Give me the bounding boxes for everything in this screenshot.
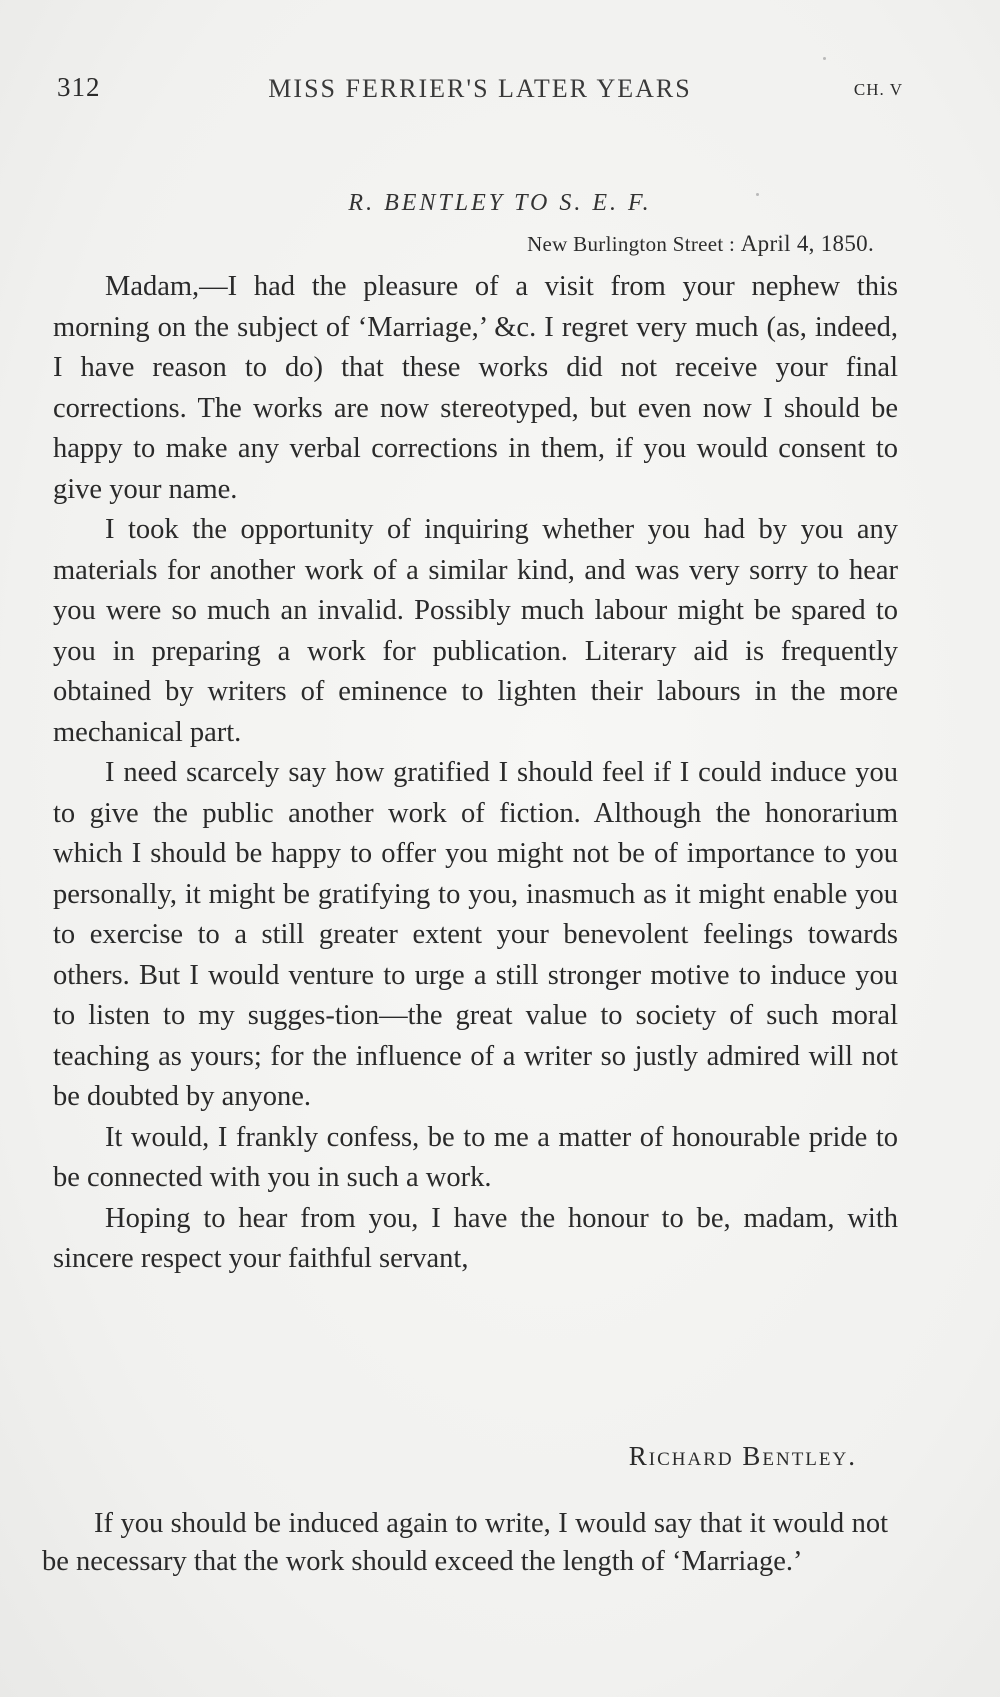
letter-date: April 4, 1850. xyxy=(740,231,874,256)
letter-address: New Burlington Street : xyxy=(527,232,736,256)
letter-signature: Richard Bentley. xyxy=(628,1441,857,1471)
letter-paragraph-5: Hoping to hear from you, I have the honour to be, madam, with sincere respect your faithful servant, xyxy=(53,1202,898,1274)
letter-postscript xyxy=(42,1505,888,1580)
paper-speck xyxy=(823,57,826,60)
postscript-paragraph: If you should be induced again to write, I would say that it would not be necessary that the work should exceed the length of ‘Marriage.’ xyxy=(42,1508,888,1577)
chapter-reference: CH. V xyxy=(853,80,903,99)
letter-body xyxy=(53,267,898,1280)
running-title: MISS FERRIER'S LATER YEARS xyxy=(268,74,692,103)
letter-heading: R. BENTLEY TO S. E. F. xyxy=(348,190,652,216)
paper-speck xyxy=(756,193,759,196)
letter-dateline xyxy=(527,231,874,257)
letter-paragraph-4: It would, I frankly confess, be to me a matter of honourable pride to be connected with you in such a work. xyxy=(53,1121,898,1193)
letter-paragraph-2: I took the opportunity of inquiring whether you had by you any materials for another work of a similar kind, and was very sorry to hear you were so much an invalid. Possibly much labour might be spared to you in preparing a work for publication. Literary aid is frequently obtained by writers of eminence to lighten their labours in the more mechanical part. xyxy=(53,514,898,748)
page-number: 312 xyxy=(57,72,101,102)
letter-paragraph-1: Madam,—I had the pleasure of a visit from your nephew this morning on the subject of ‘Marriage,’ &c. I regret very much (as, indeed, I have reason to do) that these works did not receive your final corrections. The works are now stereotyped, but even now I should be happy to make any verbal corrections in them, if you would consent to give your name. xyxy=(53,271,898,505)
letter-paragraph-3: I need scarcely say how gratified I should feel if I could induce you to give the public another work of fiction. Although the honorarium which I should be happy to offer you might not be of importance to you personally, it might be gratifying to you, inasmuch as it might enable you to exercise to a still greater extent your benevolent feelings towards others. But I would venture to urge a still stronger motive to induce you to listen to my sugges-tion—the great value to society of such moral teaching as yours; for the influence of a writer so justly admired will not be doubted by anyone. xyxy=(53,757,898,1112)
running-head xyxy=(57,72,903,108)
